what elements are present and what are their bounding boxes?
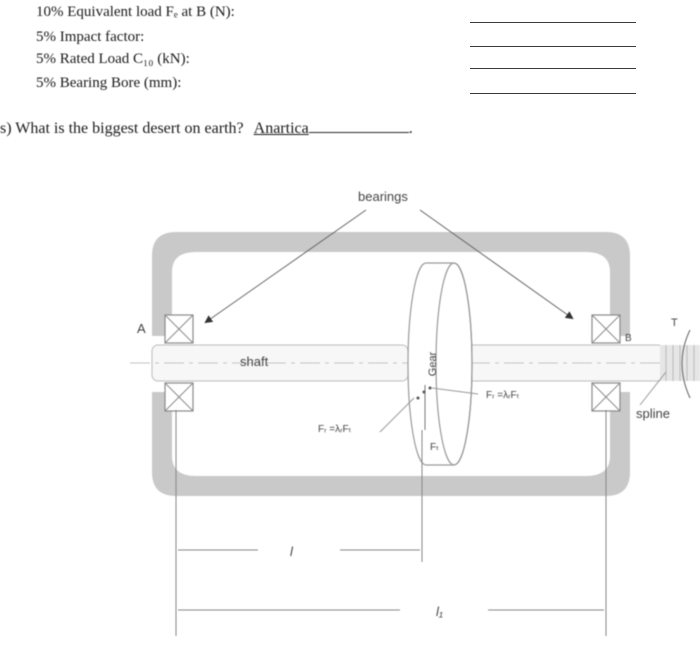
point-b-label: B: [625, 333, 632, 344]
force-right-label: Fᵣ =λᵣFₜ: [486, 390, 520, 401]
dim-l1-label: l₁: [436, 604, 443, 619]
bearing-bore-label: 5% Bearing Bore (mm):: [36, 75, 182, 91]
spline-label: spline: [636, 406, 670, 421]
question-answer[interactable]: Anartica: [253, 120, 309, 137]
rated-load-label: 5% Rated Load C₁₀ (kN):: [36, 51, 190, 67]
bearing-b-top: [592, 315, 620, 343]
shaft-label: shaft: [240, 354, 269, 369]
bearings-label: bearings: [358, 189, 408, 204]
question-prompt: s) What is the biggest desert on earth?: [0, 120, 244, 137]
force-gear-label: Fₜ: [430, 442, 440, 453]
point-a-label: A: [137, 321, 146, 336]
gear: [408, 263, 472, 465]
dim-l-label: l: [290, 544, 293, 559]
bearing-a-top: [165, 315, 193, 343]
impact-factor-label: 5% Impact factor:: [36, 29, 145, 45]
bearing-b-bottom: [592, 383, 620, 411]
equivalent-load-label: 10% Equivalent load Fₑ at B (N):: [36, 4, 235, 20]
question-end: .: [408, 120, 413, 137]
bearings-leader-left: [206, 210, 366, 322]
force-left-label: Fᵣ =λᵣFₜ: [318, 424, 352, 435]
gear-label: Gear: [427, 351, 439, 377]
bearing-a-bottom: [165, 383, 193, 411]
torque-label: T: [671, 317, 678, 329]
